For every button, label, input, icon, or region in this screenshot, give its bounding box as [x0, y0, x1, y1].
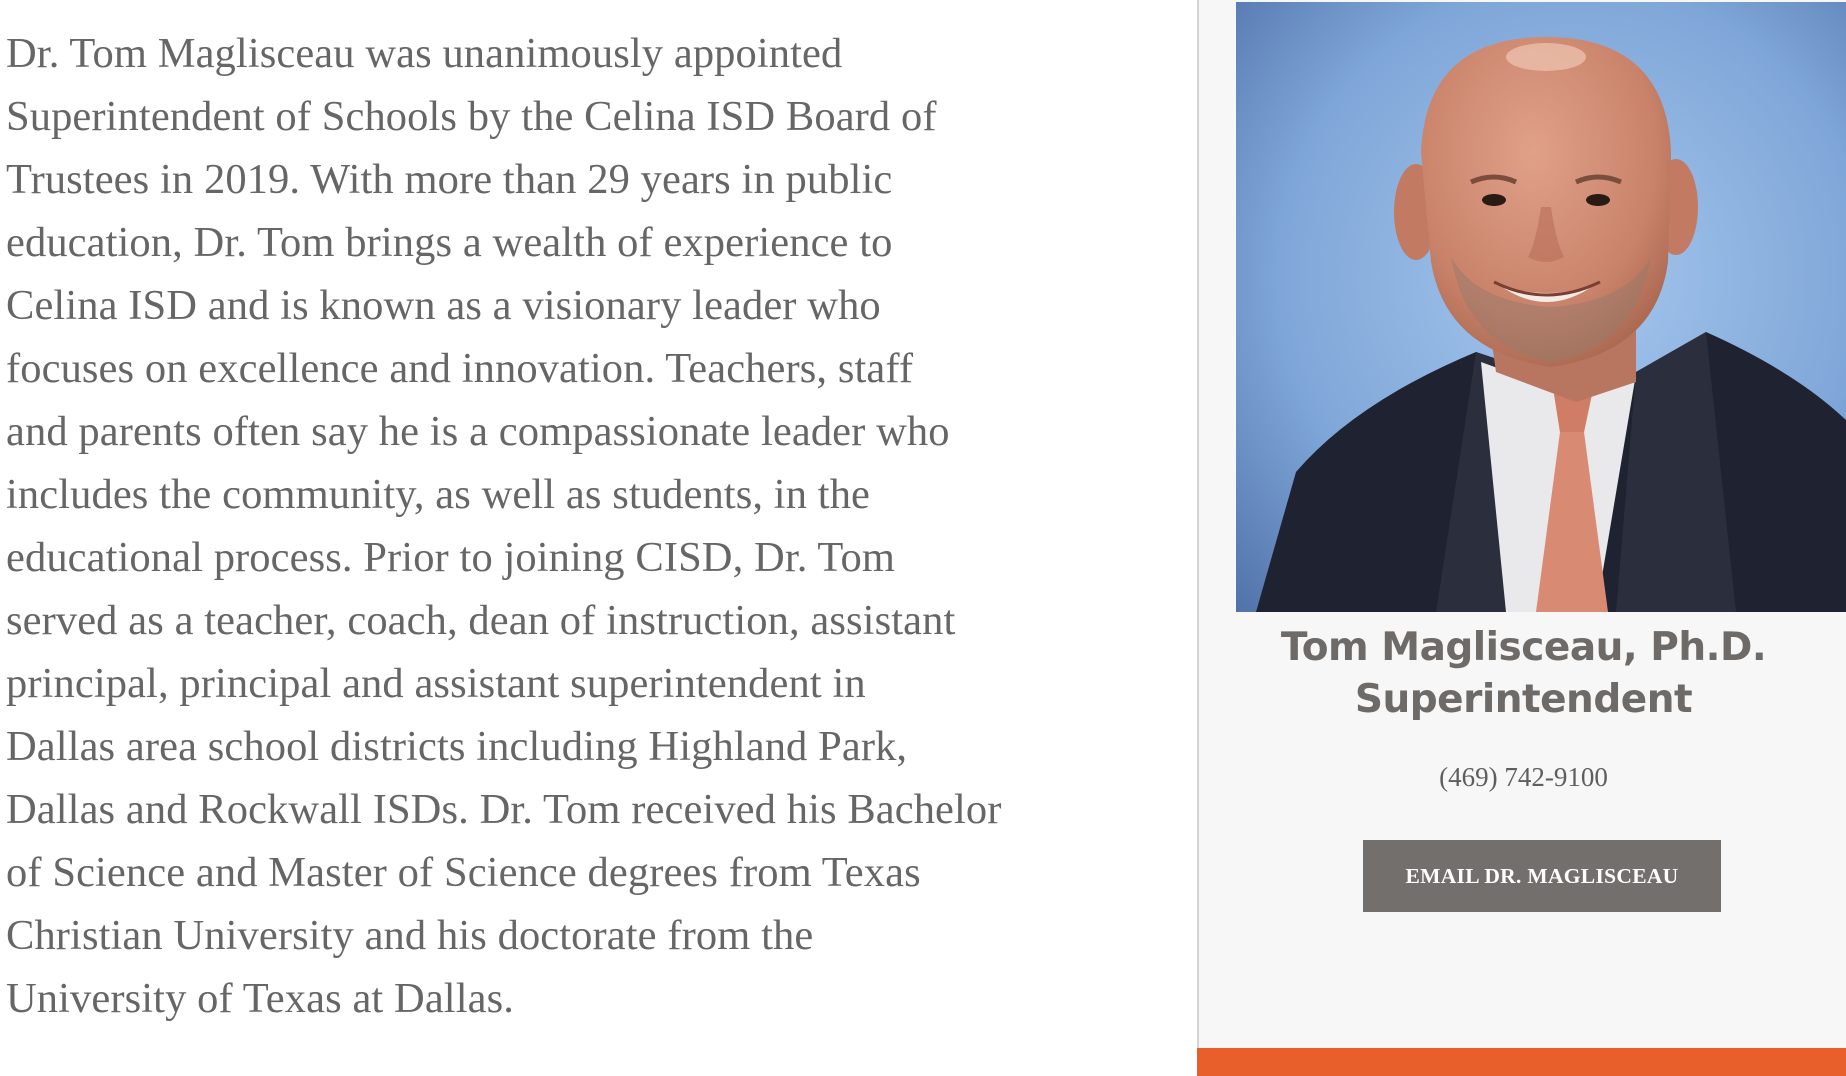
bio-line: Christian University and his doctorate from the: [6, 912, 814, 959]
bio-line: educational process. Prior to joining CISD, Dr. Tom: [6, 534, 896, 581]
bio-line: Superintendent of Schools by the Celina ISD Board of: [6, 93, 937, 140]
profile-card: [1197, 0, 1846, 1076]
bio-line: focuses on excellence and innovation. Teachers, staff: [6, 345, 914, 392]
email-button[interactable]: EMAIL DR. MAGLISCEAU: [1363, 840, 1721, 912]
bio-line: of Science and Master of Science degrees from Texas: [6, 849, 921, 896]
profile-photo: [1236, 2, 1846, 612]
bio-column: [6, 22, 1096, 1030]
bio-line: and parents often say he is a compassionate leader who: [6, 408, 950, 455]
profile-heading: [1201, 622, 1846, 726]
bio-line: Dallas and Rockwall ISDs. Dr. Tom received his Bachelor: [6, 786, 1002, 833]
phone-number[interactable]: (469) 742-9100: [1439, 762, 1608, 792]
bio-line: principal, principal and assistant superintendent in: [6, 660, 866, 707]
bio-line: Dr. Tom Maglisceau was unanimously appointed: [6, 30, 843, 77]
bio-line: served as a teacher, coach, dean of instruction, assistant: [6, 597, 956, 644]
bio-line: includes the community, as well as students, in the: [6, 471, 871, 518]
bio-line: Trustees in 2019. With more than 29 years in public: [6, 156, 893, 203]
bio-line: education, Dr. Tom brings a wealth of experience to: [6, 219, 893, 266]
bio-line: University of Texas at Dallas.: [6, 975, 514, 1022]
portrait-illustration: [1236, 2, 1846, 612]
profile-title: Superintendent: [1354, 677, 1693, 722]
bio-line: Celina ISD and is known as a visionary leader who: [6, 282, 881, 329]
bio-paragraph: [6, 22, 1096, 1030]
accent-bar: [1197, 1048, 1846, 1076]
profile-name: Tom Maglisceau, Ph.D.: [1280, 625, 1767, 670]
bio-line: Dallas area school districts including Highland Park,: [6, 723, 908, 770]
